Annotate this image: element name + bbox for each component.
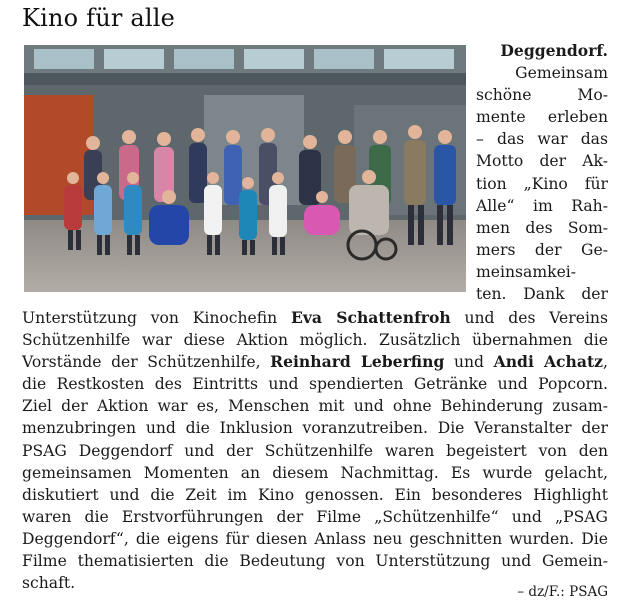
article-body	[22, 307, 608, 594]
intro-line: mente erleben	[476, 108, 608, 127]
dateline: Deggendorf.	[500, 41, 608, 60]
intro-line: Alle“ im Rah-	[476, 196, 608, 215]
body-line: diskutiert und die Zeit im Kino genossen. Ein besonderes Highlight	[22, 485, 608, 504]
body-line: Filme thematisierten die Bedeutung von Unterstützung und Gemein-	[22, 552, 608, 571]
article-intro-column	[476, 40, 608, 305]
intro-line: – das war das	[476, 130, 608, 149]
body-line: schaft.	[22, 574, 76, 593]
intro-line: meinsamkei-	[476, 262, 577, 281]
body-line: gemeinsamen Momenten an diesem Nachmittag. Es wurde gelacht,	[22, 463, 608, 482]
body-line: Deggendorf“, die eigens für diesen Anlass neu geschnitten wurden. Die	[22, 529, 608, 548]
body-line: Vorstände der Schützenhilfe, Reinhard Leberfing und Andi Achatz,	[22, 352, 609, 372]
body-line: Unterstützung von Kinochefin Eva Schattenfroh und des Vereins	[22, 308, 608, 327]
body-line: menzubringen und die Inklusion voranzutreiben. Die Veranstalter der	[22, 419, 608, 438]
group-photo-image	[24, 45, 466, 292]
article-headline: Kino für alle	[22, 4, 176, 32]
intro-line: tion „Kino für	[476, 174, 608, 193]
body-line: die Restkosten des Eintritts und spendierten Getränke und Popcorn.	[22, 375, 608, 394]
intro-line: schöne Mo-	[476, 86, 608, 105]
body-line: waren die Erstvorführungen der Filme „Schützenhilfe“ und „PSAG	[22, 507, 608, 526]
body-line: Schützenhilfe war diese Aktion möglich. Zusätzlich übernahmen die	[22, 331, 608, 350]
person-name: Andi Achatz	[493, 352, 604, 372]
intro-line: mers der Ge-	[476, 240, 608, 259]
body-line: PSAG Deggendorf und der Schützenhilfe waren begeistert von den	[22, 441, 608, 460]
photo-credit: – dz/F.: PSAG	[517, 584, 608, 600]
body-line: Ziel der Aktion war es, Menschen mit und ohne Behinderung zusam-	[22, 397, 608, 416]
group-photo	[24, 45, 466, 292]
intro-line: Gemeinsam	[515, 64, 608, 83]
person-name: Eva Schattenfroh	[290, 308, 451, 327]
intro-line: men des Som-	[476, 218, 608, 237]
intro-line: ten. Dank der	[476, 285, 608, 304]
intro-line: Motto der Ak-	[476, 152, 608, 171]
person-name: Reinhard Leberfing	[270, 352, 445, 372]
